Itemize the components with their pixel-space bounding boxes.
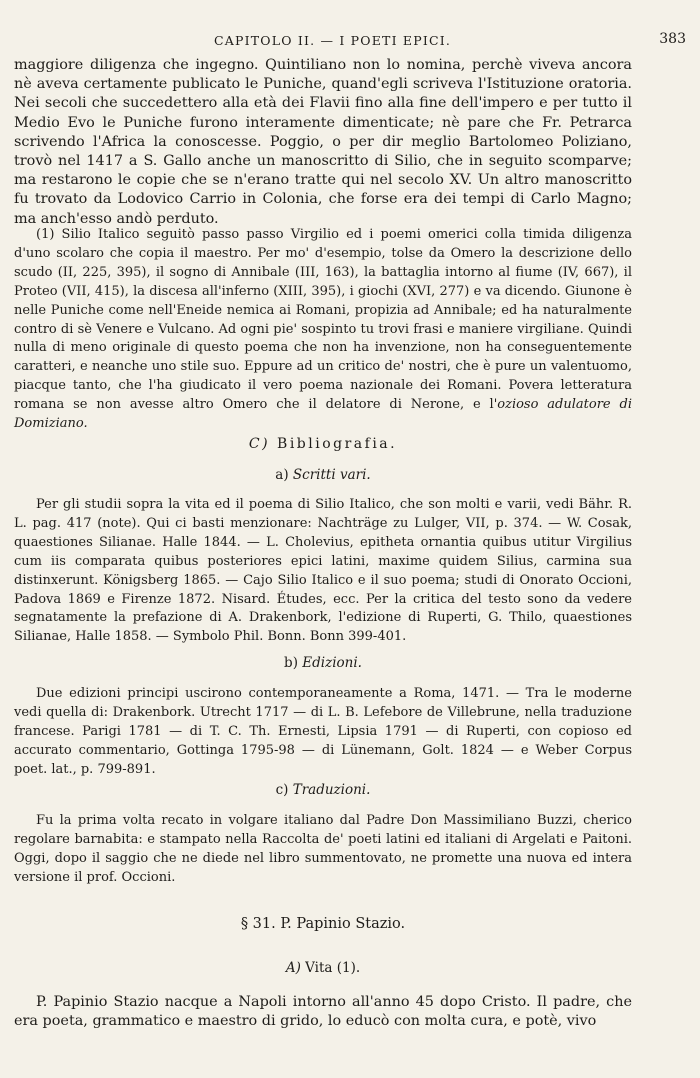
subheading-vita: A) Vita (1). (285, 960, 361, 976)
paragraph-text: Due edizioni principi uscirono contemporaneamente a Roma, 1471. — Tra le moderne vedi quella di: Drakenbork. Utrecht 1717 — di L. B. Lefebore de Villebrune, nella traduzione francese. Parigi 1781 — di T. C. Th. Ernesti, Lipsia 1791 — di Ruperti, con copioso ed accurato commentario, Gottinga 1795-98 — di Lünemann, Golt. 1824 — e Weber Corpus poet. lat., p. 799-891. (14, 686, 632, 777)
paragraph-traduzioni (14, 812, 632, 888)
footnote-text (14, 226, 632, 434)
section-title-stazio: § 31. P. Papinio Stazio. (240, 916, 406, 932)
paragraph-text: Fu la prima volta recato in volgare italiano dal Padre Don Massimiliano Buzzi, cherico regolare barnabita: e stampato nella Raccolta de' poeti latini ed italiani di Argelati e Paitoni. Oggi, dopo il saggio che ne diede nel libro summentovato, ne promette una nuova ed intera versione il prof. Occioni. (14, 813, 632, 885)
page-header (14, 31, 686, 51)
subheading-edizioni: b) Edizioni. (284, 655, 362, 671)
paragraph-scritti (14, 496, 632, 647)
paragraph-text: P. Papinio Stazio nacque a Napoli intorno all'anno 45 dopo Cristo. Il padre, che era poeta, grammatico e maestro di grido, lo educò con molta cura, e potè, vivo (14, 994, 632, 1030)
running-head: CAPITOLO II. — I POETI EPICI. (214, 33, 452, 48)
footnote-body: (1) Silio Italico seguitò passo passo Virgilio ed i poemi omerici colla timida diligenza d'uno scolaro che copia il maestro. Per mo' d'esempio, tolse da Omero la descrizione dello scudo (II, 225, 395), il sogno di Annibale (III, 163), la battaglia intorno al fiume (IV, 667), il Proteo (VII, 415), la discesa all'inferno (XIII, 395), i giochi (XVI, 277) e va dicendo. Giunone è nelle Puniche come nell'Eneide nemica ai Romani, propizia ad Annibale; ed ha naturalmente contro di sè Venere e Vulcano. Ad ogni pie' sospinto tu trovi frasi e maniere virgiliane. Quindi nulla di meno originale di questo poema che non ha invenzione, non ha conseguentemente caratteri, e neanche uno stile suo. Eppure ad un critico de' nostri, che è pure un valentuomo, piacque tanto, che l'ha giudicato il vero poema nazionale dei Romani. Povera letteratura romana se non avesse altro Omero che il delatore di Nerone, e l' (14, 227, 632, 413)
paragraph-continued (14, 56, 632, 229)
page-number: 383 (659, 31, 686, 47)
section-heading-bibliografia: C) Bibliografia. (248, 436, 398, 452)
paragraph-text: maggiore diligenza che ingegno. Quintiliano non lo nomina, perchè viveva ancora nè aveva certamente publicato le Puniche, quand'egli scriveva l'Istituzione oratoria. Nei secoli che succedettero alla età dei Flavii fino alla fine dell'impero e per tutto il Medio Evo le Puniche furono interamente dimenticate; nè pare che Fr. Petrarca scrivendo l'Africa la conoscesse. Poggio, o per dir meglio Bartolomeo Poliziano, trovò nel 1417 a S. Gallo anche un manoscritto di Silio, che in seguito scomparve; ma restarono le copie che se n'erano tratte qui nel secolo XV. Un altro manoscritto fu trovato da Lodovico Carrio in Colonia, che forse era dei tempi di Carlo Magno; ma anch'esso andò perduto. (14, 57, 632, 227)
paragraph-text: Per gli studii sopra la vita ed il poema di Silio Italico, che son molti e varii, vedi Bähr. R. L. pag. 417 (note). Qui ci basti menzionare: Nachträge zu Lulger, VII, p. 374. — W. Cosak, quaestiones Silianae. Halle 1844. — L. Cholevius, epitheta ornantia quibus utitur Virgilius cum iis comparata quibus posteriores epici latini, maxime quidem Silius, carmina sua distinxerunt. Königsberg 1865. — Cajo Silio Italico e il suo poema; studi di Onorato Occioni, Padova 1869 e Firenze 1872. Nisard. Études, ecc. Per la critica del testo sono da vedere segnatamente la prefazione di A. Drakenbork, l'edizione di Ruperti, G. Thilo, quaestiones Silianae, Halle 1858. — Symbolo Phil. Bonn. Bonn 399-401. (14, 497, 632, 645)
paragraph-vita (14, 993, 632, 1031)
paragraph-edizioni (14, 685, 632, 780)
subheading-scritti-vari: a) Scritti vari. (275, 467, 371, 483)
footnote-italic: ozioso adulatore di Domiziano. (14, 397, 632, 432)
subheading-traduzioni: c) Traduzioni. (275, 782, 371, 798)
footnote (14, 226, 632, 434)
